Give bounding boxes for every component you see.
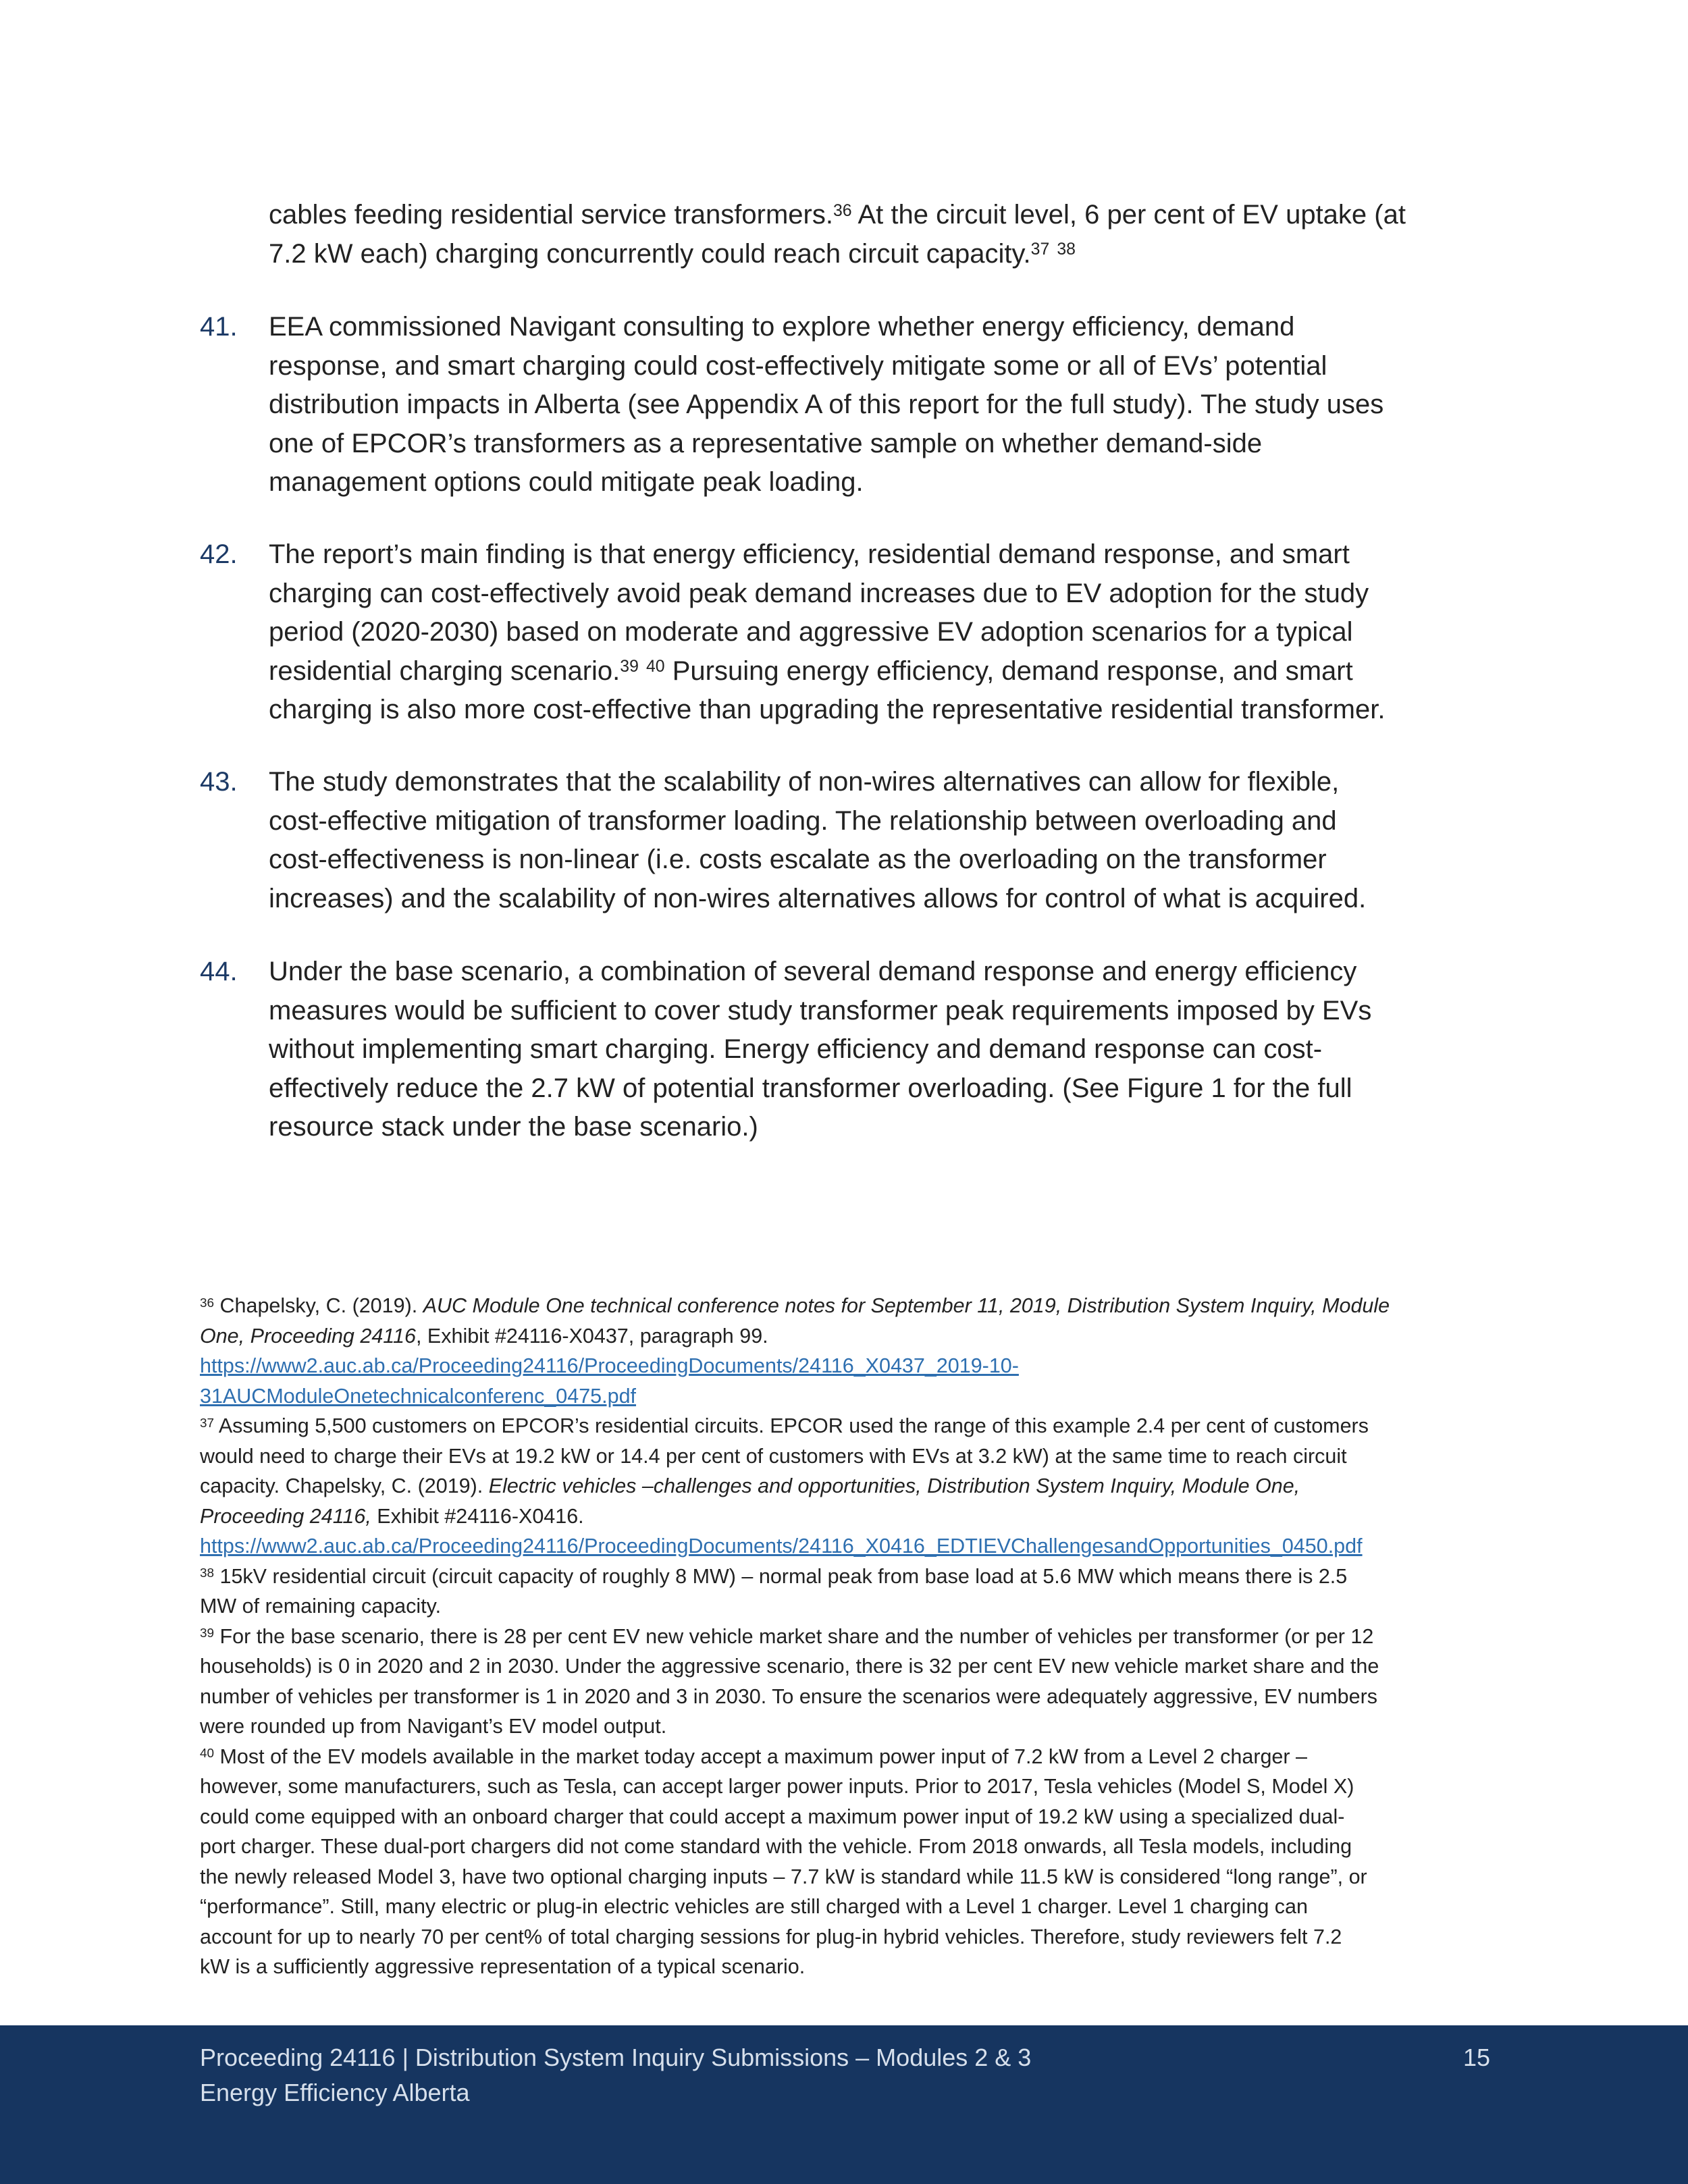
paragraph-line: cost-effective mitigation of transformer loading. The relationship between overloading and [269, 805, 1337, 836]
intro-line: cables feeding residential service transformers.$^{36}$ At the circuit level, 6 per cent of EV uptake (at [269, 200, 1406, 230]
paragraph-42 [269, 535, 1525, 730]
paragraph-line: response, and smart charging could cost-effectively mitigate some or all of EVs’ potential [269, 350, 1327, 381]
footnote-line: were rounded up from Navigant’s EV model output. [200, 1715, 667, 1738]
footnote-mark: 38 [200, 1566, 215, 1580]
footnote-ref-36[interactable]: 36 [833, 201, 852, 220]
paragraph-number-42: 42. [200, 539, 238, 569]
footnote-ref-39[interactable]: 39 [620, 658, 639, 676]
footnote-line: households) is 0 in 2020 and 2 in 2030. Under the aggressive scenario, there is 32 per cent EV new vehicle market share and the [200, 1655, 1379, 1678]
footnote-line: port charger. These dual-port chargers did not come standard with the vehicle. From 2018 onwards, all Tesla models, including [200, 1835, 1352, 1858]
footnote-line: “performance”. Still, many electric or plug-in electric vehicles are still charged with a Level 1 charger. Level 1 charging can [200, 1895, 1308, 1918]
footnote-line: Proceeding 24116, Exhibit #24116-X0416. [200, 1504, 584, 1528]
page-number: 15 [1462, 2044, 1490, 2071]
footnote-36-link[interactable]: https://www2.auc.ab.ca/Proceeding24116/ProceedingDocuments/24116_X0437_2019-10- [200, 1354, 1019, 1377]
paragraph-line: charging is also more cost-effective than upgrading the representative residential transformer. [269, 695, 1386, 724]
paragraph-line: increases) and the scalability of non-wires alternatives allows for control of what is acquired. [269, 883, 1367, 913]
paragraph-line: without implementing smart charging. Energy efficiency and demand response can cost- [269, 1034, 1323, 1064]
footer-organization: Energy Efficiency Alberta [200, 2079, 470, 2106]
paragraph-43 [269, 763, 1525, 918]
paragraph-line: period (2020-2030) based on moderate and aggressive EV adoption scenarios for a typical [269, 617, 1353, 647]
paragraph-number-43: 43. [200, 767, 238, 797]
footnote-ref-40[interactable]: 40 [646, 658, 665, 676]
footnote-line: account for up to nearly 70 per cent% of total charging sessions for plug-in hybrid vehicles. Therefore, study reviewers felt 7.2 [200, 1925, 1342, 1948]
footnote-line: number of vehicles per transformer is 1 in 2020 and 3 in 2030. To ensure the scenarios were adequately aggressive, EV numbers [200, 1684, 1378, 1708]
footnote-line: MW of remaining capacity. [200, 1595, 442, 1618]
intro-paragraph [269, 196, 1525, 273]
paragraph-line: The report’s main finding is that energy efficiency, residential demand response, and smart [269, 539, 1350, 569]
paragraph-41 [269, 308, 1525, 502]
paragraph-line: one of EPCOR’s transformers as a representative sample on whether demand-side [269, 428, 1263, 458]
footnote-mark: 37 [200, 1416, 215, 1431]
paragraph-line: Under the base scenario, a combination of several demand response and energy efficiency [269, 957, 1357, 986]
footnote-37-link[interactable]: https://www2.auc.ab.ca/Proceeding24116/ProceedingDocuments/24116_X0416_EDTIEVChallengesandOpportunities_0450.pdf [200, 1535, 1363, 1557]
footnote-line: could come equipped with an onboard charger that could accept a maximum power input of 19.2 kW using a specialized dual- [200, 1805, 1345, 1828]
paragraph-line: measures would be sufficient to cover study transformer peak requirements imposed by EVs [269, 995, 1372, 1026]
paragraph-line: charging can cost-effectively avoid peak demand increases due to EV adoption for the study [269, 578, 1369, 608]
footnote-37: $^{37}$ Assuming 5,500 customers on EPCOR’s residential circuits. EPCOR used the range of this example 2.4 per cent of customers [200, 1414, 1369, 1437]
footnote-39: $^{39}$ For the base scenario, there is 28 per cent EV new vehicle market share and the number of vehicles per transformer (or per 12 [200, 1624, 1374, 1648]
footnote-mark: 36 [200, 1296, 215, 1310]
footnote-line: One, Proceeding 24116, Exhibit #24116-X0437, paragraph 99. [200, 1324, 768, 1348]
footnote-line: kW is a sufficiently aggressive representation of a typical scenario. [200, 1955, 806, 1978]
footnote-line [200, 1351, 1496, 1381]
footnote-line: capacity. Chapelsky, C. (2019). Electric vehicles –challenges and opportunities, Distribution System Inquiry, Module One, [200, 1474, 1300, 1497]
footnote-mark: 40 [200, 1747, 215, 1761]
footer-proceeding: Proceeding 24116 | Distribution System Inquiry Submissions – Modules 2 & 3 [200, 2044, 1032, 2071]
paragraph-line: resource stack under the base scenario.) [269, 1112, 758, 1142]
footnote-line: would need to charge their EVs at 19.2 kW or 14.4 per cent of customers with EVs at 3.2 kW) at the same time to reach circuit [200, 1444, 1347, 1468]
paragraph-number-44: 44. [200, 957, 238, 986]
footnotes [200, 1291, 1496, 1982]
footnote-ref-38[interactable]: 38 [1057, 240, 1076, 259]
paragraph-44 [269, 953, 1525, 1147]
footnote-line [200, 1531, 1496, 1562]
footnote-ref-37[interactable]: 37 [1030, 240, 1050, 259]
paragraph-line: management options could mitigate peak loading. [269, 467, 864, 497]
paragraph-line: distribution impacts in Alberta (see Appendix A of this report for the full study). The study uses [269, 390, 1384, 419]
paragraph-line: cost-effectiveness is non-linear (i.e. costs escalate as the overloading on the transformer [269, 845, 1327, 874]
paragraph-line: effectively reduce the 2.7 kW of potential transformer overloading. (See Figure 1 for the full [269, 1073, 1352, 1103]
page-footer [0, 2025, 1688, 2184]
paragraph-line: The study demonstrates that the scalability of non-wires alternatives can allow for flexible, [269, 767, 1340, 797]
footnote-36-link[interactable]: 31AUCModuleOnetechnicalconferenc_0475.pdf [200, 1384, 637, 1408]
footnote-36: $^{36}$ Chapelsky, C. (2019). AUC Module One technical conference notes for September 11, 2019, Distribution System Inquiry, Module [200, 1294, 1390, 1317]
footnote-line: however, some manufacturers, such as Tesla, can accept larger power inputs. Prior to 2017, Tesla vehicles (Model S, Model X) [200, 1775, 1354, 1798]
footnote-mark: 39 [200, 1626, 215, 1641]
footnote-line: the newly released Model 3, have two optional charging inputs – 7.7 kW is standard while 11.5 kW is considered “long range”, or [200, 1865, 1367, 1888]
paragraph-line: EEA commissioned Navigant consulting to explore whether energy efficiency, demand [269, 312, 1295, 342]
paragraph-number-41: 41. [200, 312, 238, 342]
paragraph-line: residential charging scenario.$^{39}$ $^{40}$ Pursuing energy efficiency, demand response, and smart [269, 656, 1353, 686]
footnote-line [200, 1381, 1496, 1412]
intro-line: 7.2 kW each) charging concurrently could reach circuit capacity.$^{37}$ $^{38}$ [269, 238, 1076, 269]
footnote-40: $^{40}$ Most of the EV models available in the market today accept a maximum power input of 7.2 kW from a Level 2 charger – [200, 1744, 1307, 1768]
footnote-38: $^{38}$ 15kV residential circuit (circuit capacity of roughly 8 MW) – normal peak from base load at 5.6 MW which means there is 2.5 [200, 1564, 1348, 1588]
